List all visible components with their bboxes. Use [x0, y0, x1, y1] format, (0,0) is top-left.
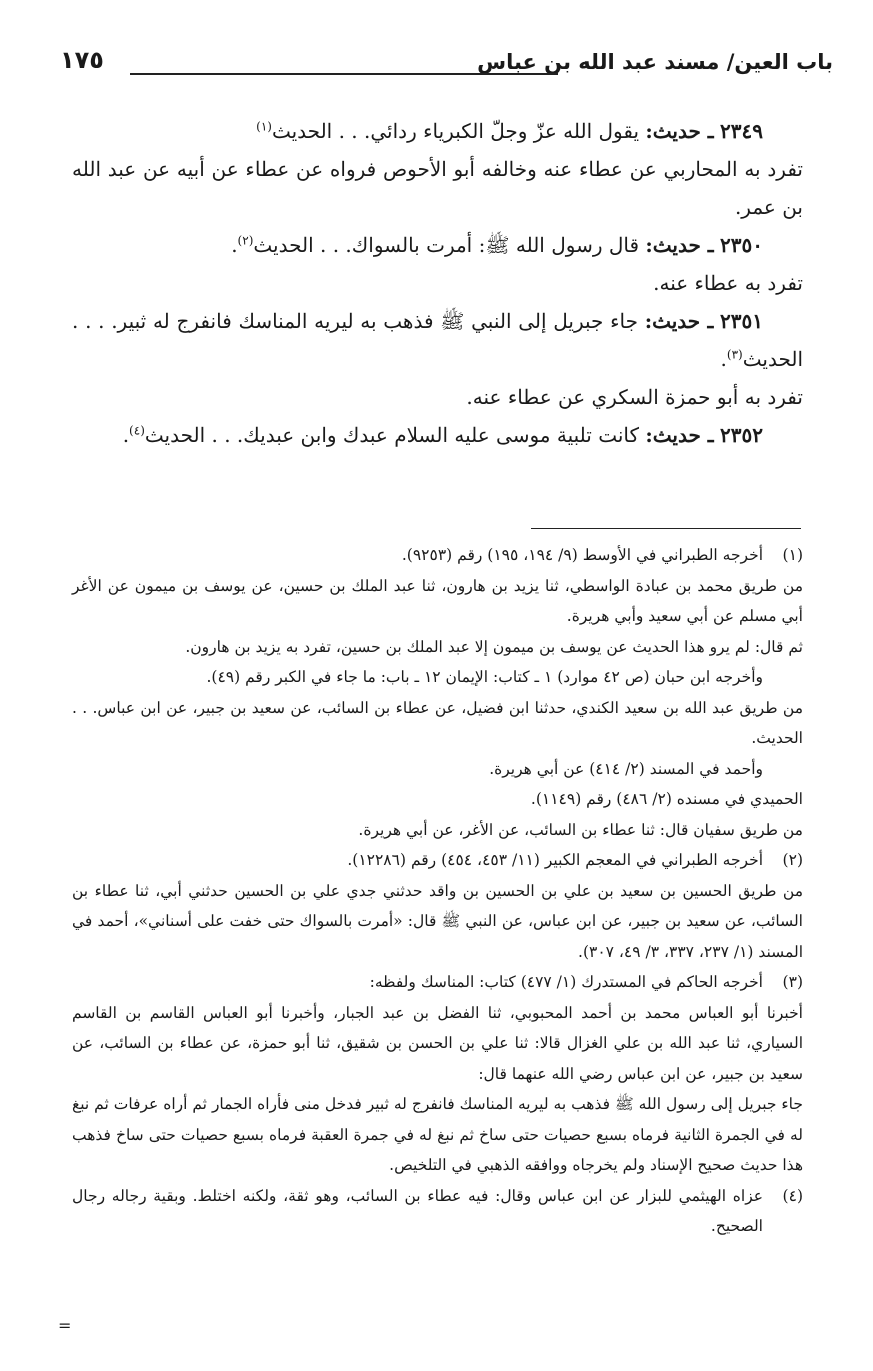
hadith-comment: تفرد به أبو حمزة السكري عن عطاء عنه. — [466, 385, 803, 409]
hadith-label: حديث: — [645, 119, 701, 143]
hadith-label: حديث: — [645, 233, 701, 257]
hadith-number: ٢٣٥١ — [720, 309, 764, 333]
hadith-number: ٢٣٤٩ — [720, 119, 763, 143]
footnote-line: أخبرنا أبو العباس محمد بن أحمد المحبوبي، ثنا الفضل بن عبد الجبار، وأخبرنا أبو العباس القاسم بن القاسم السياري، ثنا عبد الله بن علي الغزال قالا: ثنا علي بن الحسن بن شقيق، ثنا أبو حمزة، عن عطاء بن السائب، عن سعيد بن جبير، عن ابن عباس رضي الله عنهما قال: — [72, 1003, 803, 1083]
hadith-heading: ٢٣٥٢ ـ حديث: كانت تلبية موسى عليه السلام عبدك وابن عبديك. . . الحديث$^{(٤)}$. — [122, 423, 763, 447]
margin-mark: = — [58, 1316, 72, 1335]
hadith-heading: ٢٣٤٩ ـ حديث: يقول الله عزّ وجلّ الكبرياء ردائي. . . الحديث$^{(١)}$ — [256, 119, 763, 143]
hadith-entry — [72, 112, 803, 226]
hadith-text: كانت تلبية موسى عليه السلام عبدك وابن عبديك. . . الحديث — [144, 423, 640, 447]
hadith-text: يقول الله عزّ وجلّ الكبرياء ردائي. . . الحديث — [271, 119, 640, 143]
footnote-ref[interactable]: (٢) — [237, 233, 254, 248]
hadith-label: حديث: — [645, 423, 701, 447]
hadith-number: ٢٣٥٢ — [720, 423, 763, 447]
footnote-line: من طريق عبد الله بن سعيد الكندي، حدثنا ابن فضيل، عن عطاء بن السائب، عن سعيد بن جبير، عن ابن عباس. . . الحديث. — [72, 698, 803, 747]
hadith-heading: ٢٣٥٠ ـ حديث: قال رسول الله ﷺ: أمرت بالسواك. . . الحديث$^{(٢)}$. — [231, 233, 763, 257]
hadith-entry — [72, 416, 803, 454]
footnote-line: من طريق الحسين بن سعيد بن علي بن الحسين بن واقد حدثني جدي علي بن الحسين حدثني أبي، ثنا عطاء بن السائب، عن سعيد بن جبير، عن ابن عباس، عن النبي ﷺ قال: «أمرت بالسواك حتى خفت على أسناني»، أحمد في المسند (١/ ٢٣٧، ٣٣٧، ٣/ ٤٩، ٣٠٧). — [72, 881, 803, 961]
hadith-label: حديث: — [644, 309, 701, 333]
footnote-separator — [531, 528, 801, 529]
footnote-line: الحميدي في مسنده (٢/ ٤٨٦) رقم (١١٤٩). — [530, 790, 803, 808]
footnote-mark: (٤) — [782, 1186, 803, 1205]
page-number: ١٧٥ — [60, 46, 104, 74]
hadith-entry — [72, 226, 803, 302]
footnote-ref[interactable]: (١) — [256, 119, 272, 134]
footnote-line: وأخرجه ابن حبان (ص ٤٢ موارد) ١ ـ كتاب: الإيمان ١٢ ـ باب: ما جاء في الكبر رقم (٤٩). — [206, 668, 763, 686]
chapter-title: باب العين/ مسند عبد الله بن عباس — [477, 50, 833, 74]
footnote-line: من طريق محمد بن عبادة الواسطي، ثنا يزيد بن هارون، ثنا عبد الملك بن حسين، عن يوسف بن ميمون عن الأغر أبي مسلم عن أبي سعيد وأبي هريرة. — [72, 576, 803, 625]
footnote-mark: (١) — [782, 546, 803, 564]
footnote-line: ثم قال: لم يرو هذا الحديث عن يوسف بن ميمون إلا عبد الملك بن حسين، تفرد به يزيد بن هارون. — [185, 637, 803, 656]
hadith-comment: تفرد به المحاربي عن عطاء عنه وخالفه أبو الأحوص فرواه عن عطاء عن أبيه عن عبد الله بن عمر. — [72, 157, 803, 219]
main-text — [72, 112, 803, 454]
footnote — [72, 967, 803, 1181]
footnote-line: وأحمد في المسند (٢/ ٤١٤) عن أبي هريرة. — [489, 759, 763, 778]
hadith-text: قال رسول الله ﷺ: أمرت بالسواك. . . الحديث — [253, 233, 640, 257]
footnote-mark: (٢) — [782, 851, 803, 869]
footnote-ref[interactable]: (٤) — [129, 423, 145, 438]
footnote-line: أخرجه الحاكم في المستدرك (١/ ٤٧٧) كتاب: المناسك ولفظه: — [369, 973, 763, 991]
footnote — [72, 1181, 803, 1242]
footnote-line: أخرجه الطبراني في المعجم الكبير (١١/ ٤٥٣، ٤٥٤) رقم (١٢٢٨٦). — [347, 851, 763, 869]
footnote-line: أخرجه الطبراني في الأوسط (٩/ ١٩٤، ١٩٥) رقم (٩٢٥٣). — [401, 546, 763, 564]
hadith-text: جاء جبريل إلى النبي ﷺ فذهب به ليريه المناسك فانفرج له ثبير. . . . الحديث — [72, 309, 803, 371]
footnote-line: جاء جبريل إلى رسول الله ﷺ فذهب به ليريه المناسك فانفرج له ثبير فدخل منى فأراه الجمار ثم أراه عرفات ثم نبغ له في الجمرة الثانية فرماه بسبع حصيات حتى ساخ ثم نبغ له في جمرة العقبة فرماه بسبع حصيات حتى ساخ فذهب هذا حديث صحيح الإسناد ولم يخرجاه ووافقه الذهبي في التلخيص. — [72, 1095, 803, 1174]
footnotes — [72, 540, 803, 1242]
footnote — [72, 845, 803, 967]
header-rule — [130, 73, 558, 75]
hadith-heading: ٢٣٥١ ـ حديث: جاء جبريل إلى النبي ﷺ فذهب به ليريه المناسك فانفرج له ثبير. . . . الحديث$^{(٣)}$. — [72, 309, 803, 371]
hadith-comment: تفرد به عطاء عنه. — [653, 271, 803, 295]
hadith-number: ٢٣٥٠ — [720, 233, 763, 257]
footnote-ref[interactable]: (٣) — [726, 347, 743, 362]
footnote-mark: (٣) — [782, 973, 803, 991]
footnote — [72, 540, 803, 845]
running-header — [60, 46, 833, 86]
hadith-entry — [72, 302, 803, 416]
footnote-line: من طريق سفيان قال: ثنا عطاء بن السائب، عن الأغر، عن أبي هريرة. — [358, 820, 803, 839]
footnote-line: عزاه الهيثمي للبزار عن ابن عباس وقال: فيه عطاء بن السائب، وهو ثقة، ولكنه اختلط. وبقية رجاله رجال الصحيح. — [72, 1186, 763, 1235]
